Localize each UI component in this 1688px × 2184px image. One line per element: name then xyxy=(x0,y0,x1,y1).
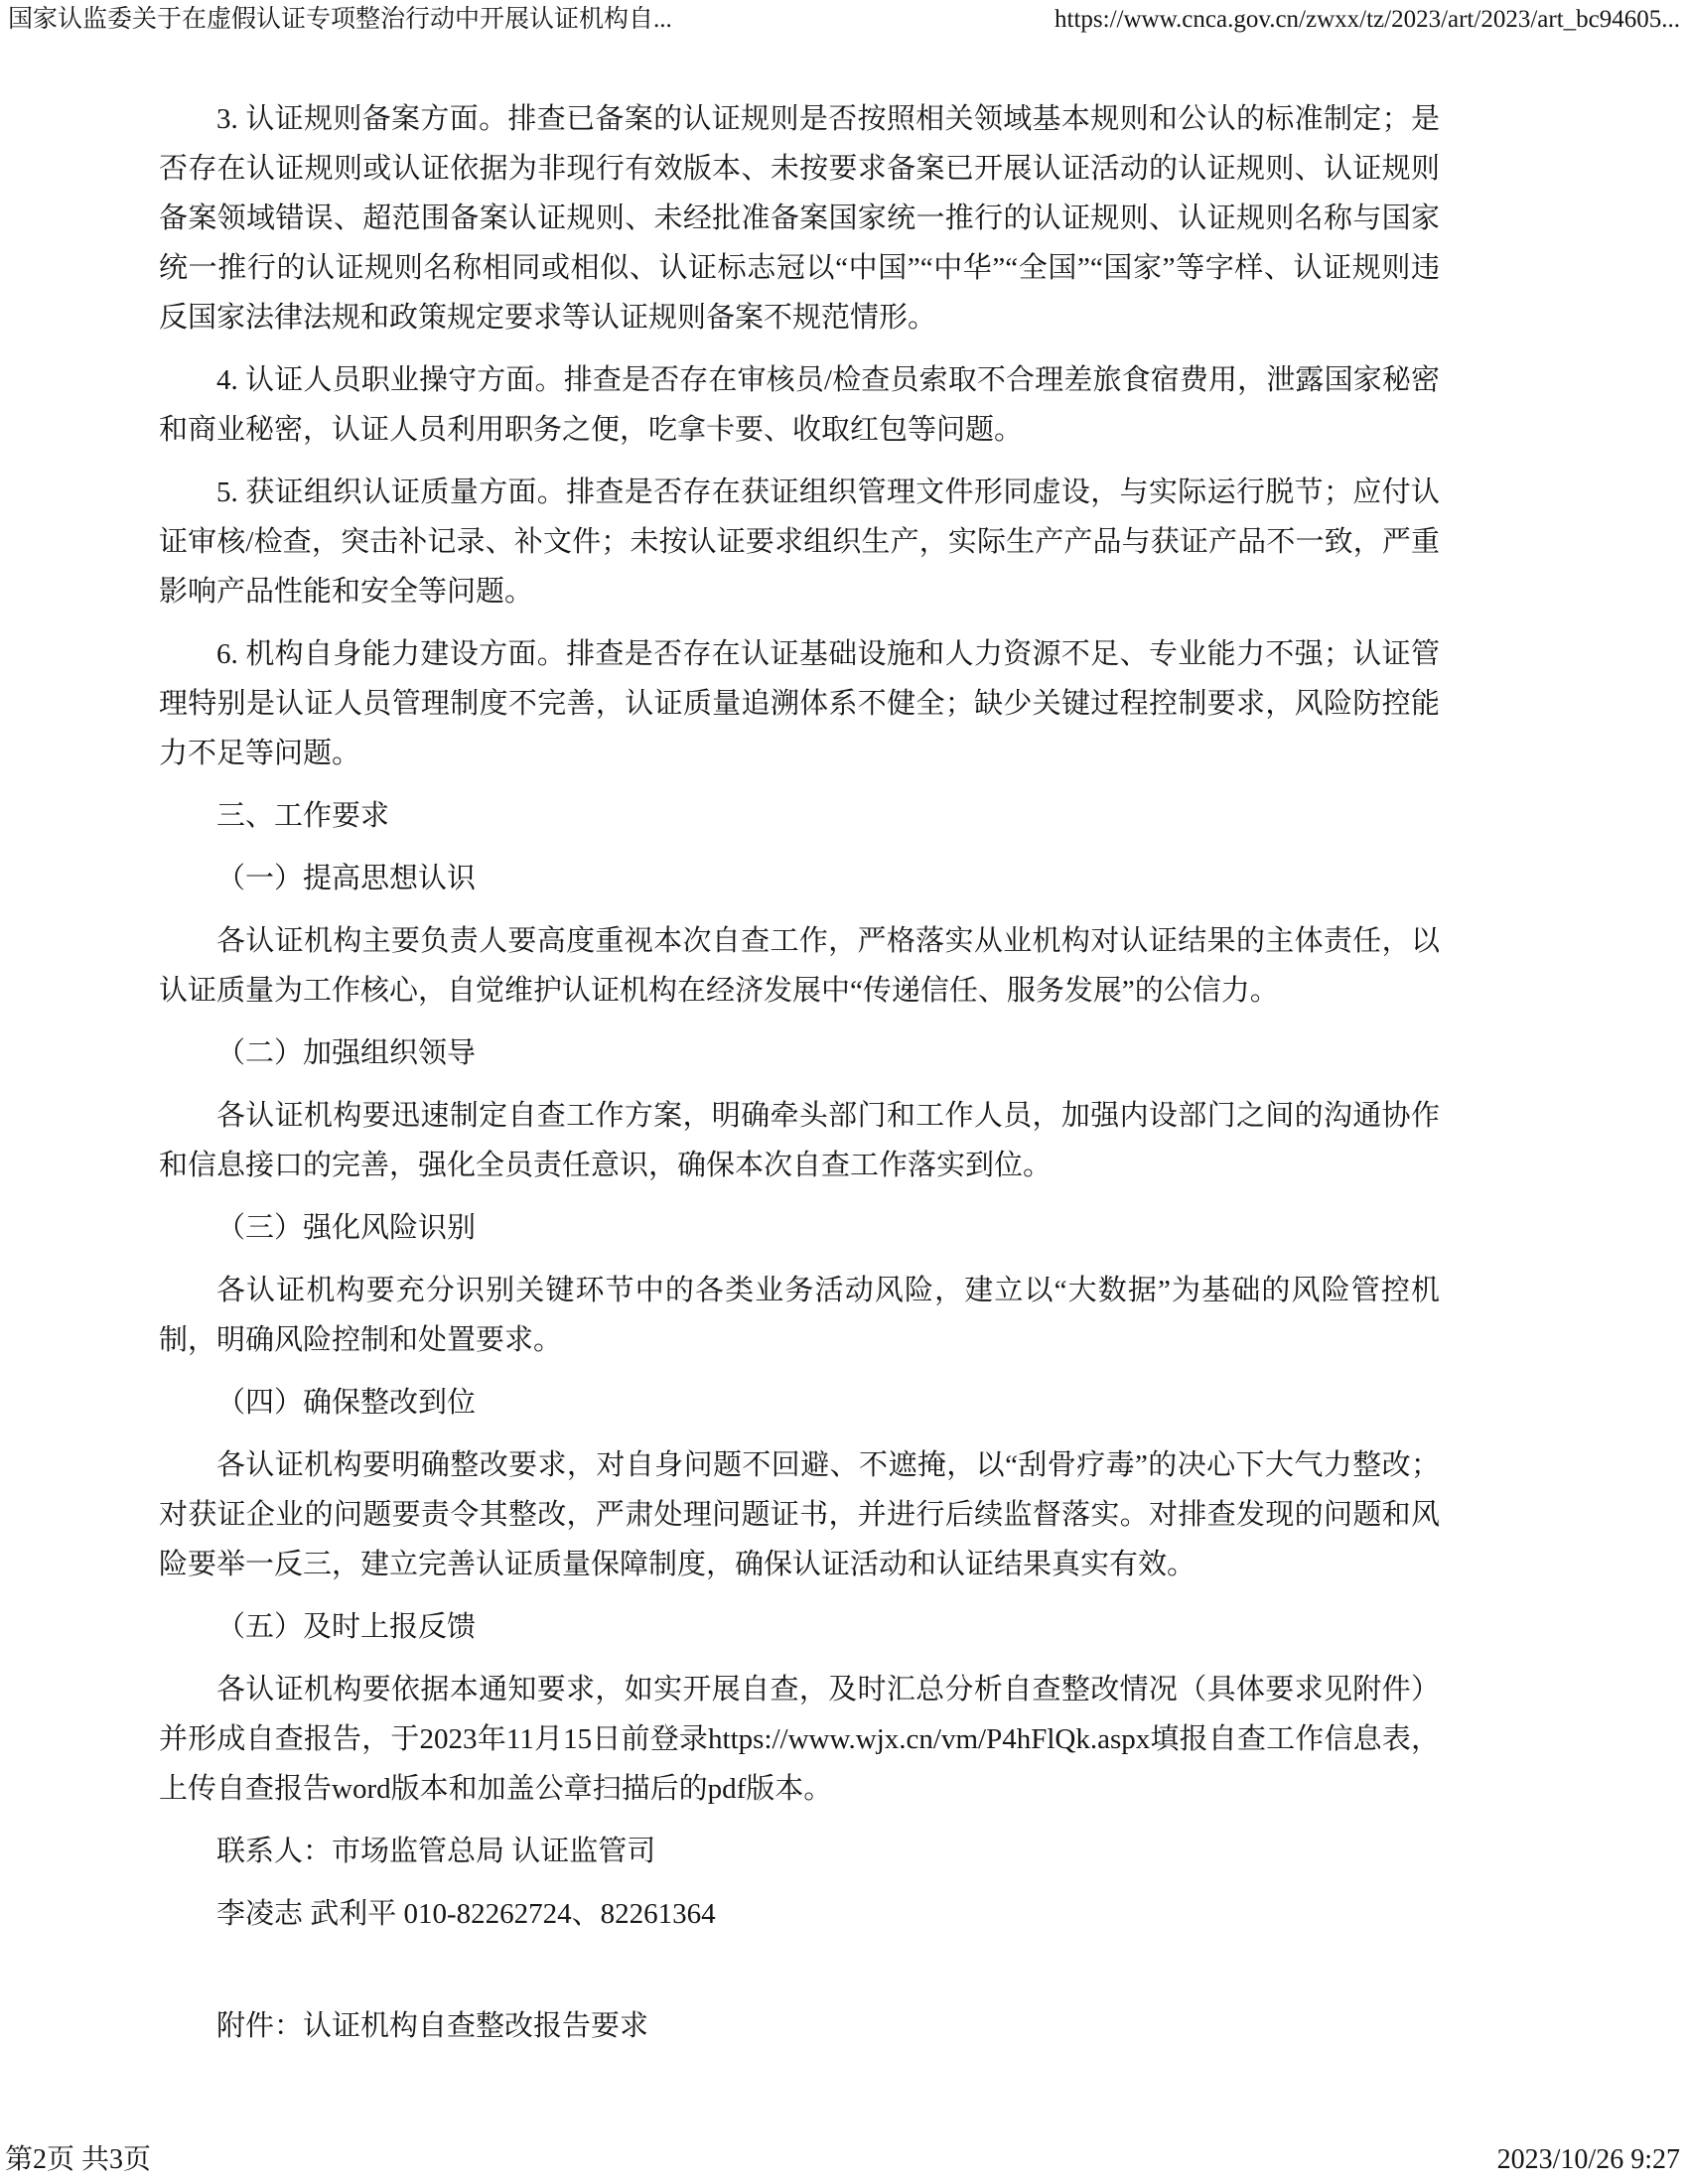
heading-strengthen-leadership: （二）加强组织领导 xyxy=(216,1037,477,1069)
para-personnel-conduct: 4. 认证人员职业操守方面。排查是否存在审核员/检查员索取不合理差旅食宿费用，泄露国家秘密和商业秘密，认证人员利用职务之便，吃拿卡要、收取红包等问题。 xyxy=(159,364,1440,446)
print-datetime: 2023/10/26 9:27 xyxy=(1496,2144,1680,2175)
heading-ensure-rectification: （四）确保整改到位 xyxy=(216,1387,477,1419)
para-ensure-rectification: 各认证机构要明确整改要求，对自身问题不回避、不遮掩，以“刮骨疗毒”的决心下大气力整改；对获证企业的问题要责令其整改，严肃处理问题证书，并进行后续监督落实。对排查发现的问题和风险要举一反三，建立完善认证质量保障制度，确保认证活动和认证结果真实有效。 xyxy=(159,1449,1440,1580)
print-header xyxy=(8,5,1680,35)
para-risk-identification: 各认证机构要充分识别关键环节中的各类业务活动风险，建立以“大数据”为基础的风险管控机制，明确风险控制和处置要求。 xyxy=(159,1275,1440,1356)
document-body xyxy=(159,81,1440,2064)
para-institution-capacity: 6. 机构自身能力建设方面。排查是否存在认证基础设施和人力资源不足、专业能力不强；认证管理特别是认证人员管理制度不完善，认证质量追溯体系不健全；缺少关键过程控制要求，风险防控能力不足等问题。 xyxy=(159,638,1440,769)
para-certified-org-quality: 5. 获证组织认证质量方面。排查是否存在获证组织管理文件形同虚设，与实际运行脱节；应付认证审核/检查，突击补记录、补文件；未按认证要求组织生产，实际生产产品与获证产品不一致，严重影响产品性能和安全等问题。 xyxy=(159,477,1440,608)
heading-work-requirements: 三、工作要求 xyxy=(216,800,390,832)
para-certification-rule-filing: 3. 认证规则备案方面。排查已备案的认证规则是否按照相关领域基本规则和公认的标准制定；是否存在认证规则或认证依据为非现行有效版本、未按要求备案已开展认证活动的认证规则、认证规则备案领域错误、超范围备案认证规则、未经批准备案国家统一推行的认证规则、认证规则名称与国家统一推行的认证规则名称相同或相似、认证标志冠以“中国”“中华”“全国”“国家”等字样、认证规则违反国家法律法规和政策规定要求等认证规则备案不规范情形。 xyxy=(159,103,1440,334)
para-strengthen-leadership: 各认证机构要迅速制定自查工作方案，明确牵头部门和工作人员，加强内设部门之间的沟通协作和信息接口的完善，强化全员责任意识，确保本次自查工作落实到位。 xyxy=(159,1100,1440,1181)
heading-report-feedback: （五）及时上报反馈 xyxy=(216,1611,477,1643)
source-url: https://www.cnca.gov.cn/zwxx/tz/2023/art/2023/art_bc94605... xyxy=(1055,6,1680,33)
para-raise-awareness: 各认证机构主要负责人要高度重视本次自查工作，严格落实从业机构对认证结果的主体责任，以认证质量为工作核心，自觉维护认证机构在经济发展中“传递信任、服务发展”的公信力。 xyxy=(159,925,1440,1007)
para-report-feedback: 各认证机构要依据本通知要求，如实开展自查，及时汇总分析自查整改情况（具体要求见附件）并形成自查报告，于2023年11月15日前登录https://www.wjx.cn/vm/P4hFlQk.aspx填报自查工作信息表，上传自查报告word版本和加盖公章扫描后的pdf版本。 xyxy=(159,1674,1440,1805)
print-footer xyxy=(5,2144,1680,2176)
para-contact-person: 联系人：市场监管总局 认证监管司 xyxy=(216,1836,656,1867)
para-contact-phones: 李凌志 武利平 010-82262724、82261364 xyxy=(216,1898,716,1930)
heading-raise-awareness: （一）提高思想认识 xyxy=(216,863,477,894)
page-number: 第2页 共3页 xyxy=(5,2144,152,2175)
heading-risk-identification: （三）强化风险识别 xyxy=(216,1212,477,1244)
document-title-truncated: 国家认监委关于在虚假认证专项整治行动中开展认证机构自... xyxy=(8,6,672,33)
para-attachment: 附件：认证机构自查整改报告要求 xyxy=(216,2010,649,2042)
